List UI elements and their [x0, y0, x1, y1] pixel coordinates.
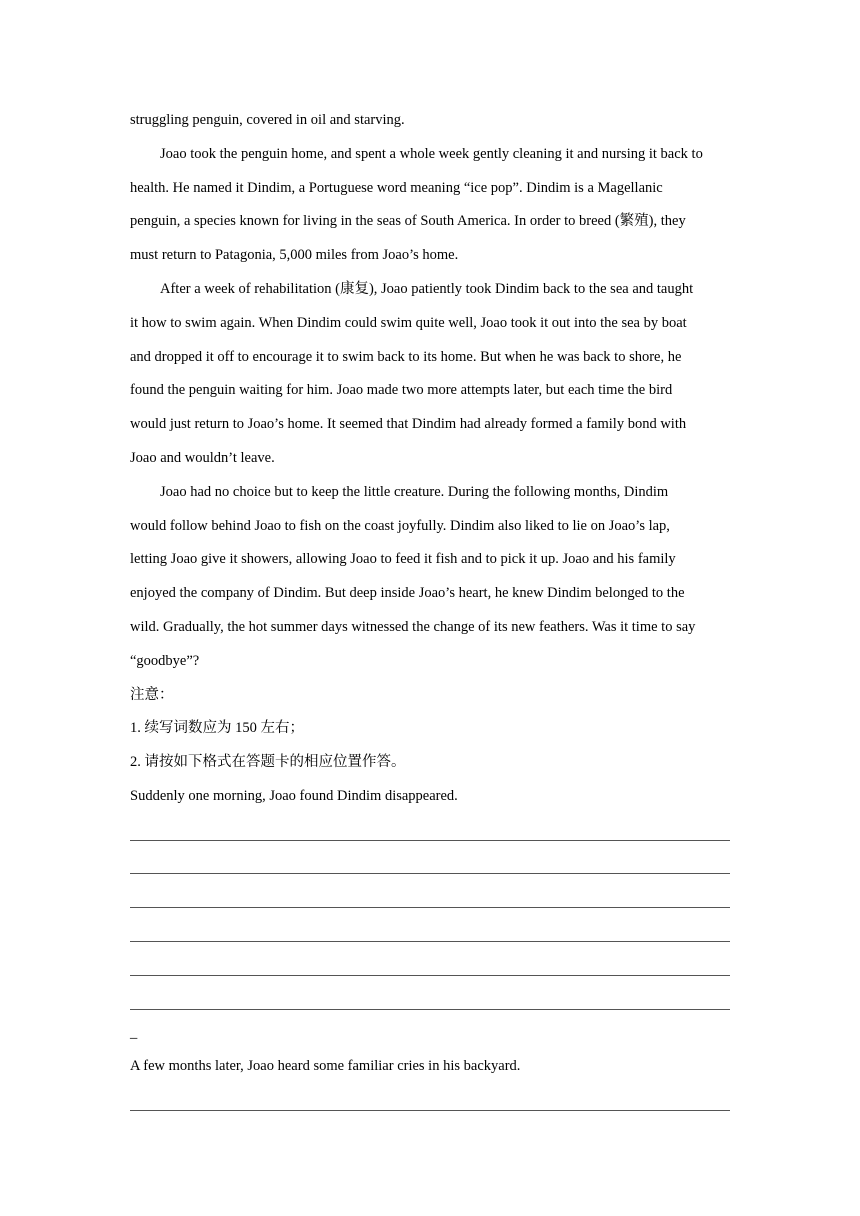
passage-line: letting Joao give it showers, allowing Joao to feed it fish and to pick it up. Joao and his family — [130, 551, 676, 568]
notes-heading: 注意： — [130, 686, 174, 703]
note-item: 2. 请按如下格式在答题卡的相应位置作答。 — [130, 754, 406, 771]
passage-line: must return to Patagonia, 5,000 miles from Joao’s home. — [130, 247, 459, 264]
passage-line: Joao had no choice but to keep the little creature. During the following months, Dindim — [160, 483, 669, 500]
passage-line: struggling penguin, covered in oil and starving. — [130, 112, 405, 128]
passage-line: health. He named it Dindim, a Portuguese word meaning “ice pop”. Dindim is a Magellanic — [130, 179, 663, 196]
notes-section — [130, 679, 730, 780]
passage-line: Joao took the penguin home, and spent a whole week gently cleaning it and nursing it back to — [160, 145, 703, 162]
continuation-paragraph-1 — [130, 780, 730, 1050]
passage-line: wild. Gradually, the hot summer days witnessed the change of its new feathers. Was it time to say — [130, 618, 696, 635]
writing-blank-line[interactable] — [130, 915, 730, 949]
writing-blank-line[interactable] — [130, 949, 730, 983]
document-page — [130, 104, 730, 1118]
passage-line: would follow behind Joao to fish on the coast joyfully. Dindim also liked to lie on Joao’s lap, — [130, 517, 670, 534]
passage-line: enjoyed the company of Dindim. But deep inside Joao’s heart, he knew Dindim belonged to the — [130, 585, 685, 602]
writing-blank-line[interactable] — [130, 881, 730, 915]
note-item: 1. 续写词数应为 150 左右； — [130, 720, 304, 737]
passage-line: would just return to Joao’s home. It seemed that Dindim had already formed a family bond with — [130, 416, 687, 433]
continuation-paragraph-2 — [130, 1050, 730, 1118]
writing-blank-line[interactable] — [130, 1084, 730, 1118]
paragraph-opening-sentence: Suddenly one morning, Joao found Dindim disappeared. — [130, 787, 458, 804]
passage-line: penguin, a species known for living in the seas of South America. In order to breed (繁殖), they — [130, 213, 686, 230]
paragraph-opening-sentence: A few months later, Joao heard some familiar cries in his backyard. — [130, 1058, 521, 1075]
trailing-underscore: _ — [130, 1024, 138, 1041]
passage-line: found the penguin waiting for him. Joao made two more attempts later, but each time the bird — [130, 382, 673, 399]
passage-line: it how to swim again. When Dindim could swim quite well, Joao took it out into the sea by boat — [130, 314, 687, 331]
passage — [130, 104, 730, 679]
passage-line: After a week of rehabilitation (康复), Joao patiently took Dindim back to the sea and taught — [160, 280, 694, 297]
passage-line: Joao and wouldn’t leave. — [130, 449, 275, 466]
passage-line: “goodbye”? — [130, 652, 200, 669]
writing-blank-line[interactable] — [130, 983, 730, 1017]
writing-blank-line[interactable] — [130, 848, 730, 882]
passage-line: and dropped it off to encourage it to swim back to its home. But when he was back to shore, he — [130, 348, 682, 365]
writing-blank-line[interactable] — [130, 814, 730, 848]
